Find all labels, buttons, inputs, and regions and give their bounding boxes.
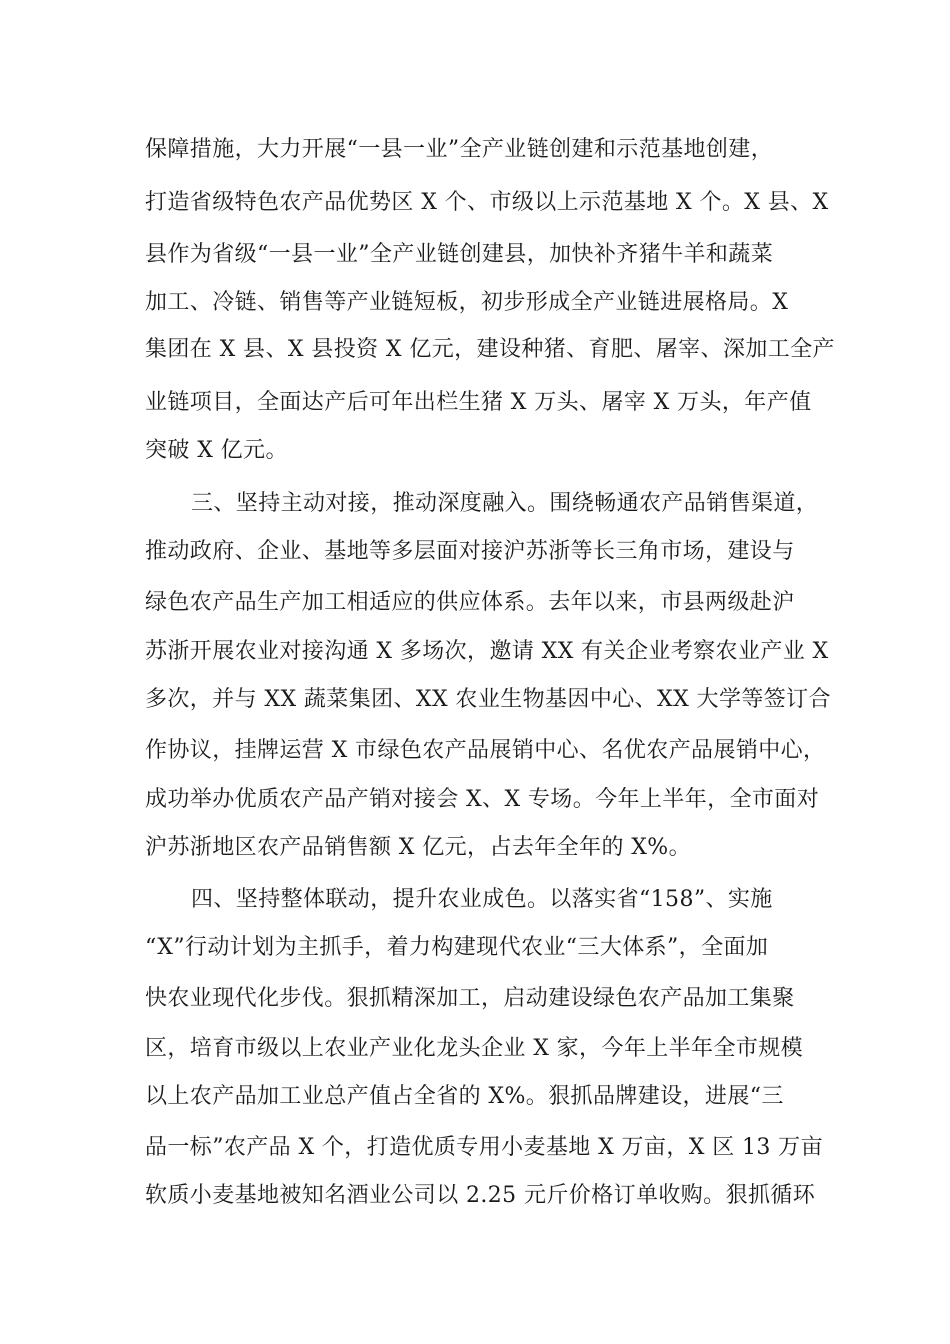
- text-line: 绿色农产品生产加工相适应的供应体系。去年以来，市县两级赴沪: [145, 590, 795, 615]
- text-line: 县作为省级“一县一业”全产业链创建县，加快补齐猪牛羊和蔬菜: [145, 242, 774, 267]
- text-line: 加工、冷链、销售等产业链短板，初步形成全产业链进展格局。X: [145, 290, 789, 315]
- text-line: 快农业现代化步伐。狠抓精深加工，启动建设绿色农产品加工集聚: [145, 986, 795, 1011]
- text-line: 作协议，挂牌运营 X 市绿色农产品展销中心、名优农产品展销中心，: [145, 738, 826, 763]
- text-line: “X”行动计划为主抓手，着力构建现代农业“三大体系”，全面加: [145, 935, 769, 960]
- text-line: 品一标”农产品 X 个，打造优质专用小麦基地 X 万亩，X 区 13 万亩: [145, 1135, 823, 1160]
- paragraph-heading-4: 四、坚持整体联动，提升农业成色。以落实省“158”、实施: [191, 887, 773, 912]
- text-line: 区，培育市级以上农业产业化龙头企业 X 家，今年上半年全市规模: [145, 1036, 804, 1061]
- text-line: 沪苏浙地区农产品销售额 X 亿元，占去年全年的 X%。: [145, 835, 692, 860]
- text-line: 业链项目，全面达产后可年出栏生猪 X 万头、屠宰 X 万头，年产值: [145, 390, 812, 415]
- text-line: 苏浙开展农业对接沟通 X 多场次，邀请 XX 有关企业考察农业产业 X: [145, 639, 829, 664]
- text-line: 成功举办优质农产品产销对接会 X、X 专场。今年上半年，全市面对: [145, 787, 820, 812]
- text-line: 保障措施，大力开展“一县一业”全产业链创建和示范基地创建，: [145, 137, 774, 162]
- text-line: 集团在 X 县、X 县投资 X 亿元，建设种猪、育肥、屠宰、深加工全产: [145, 337, 835, 362]
- text-line: 以上农产品加工业总产值占全省的 X%。狠抓品牌建设，进展“三: [145, 1084, 784, 1109]
- text-line: 打造省级特色农产品优势区 X 个、市级以上示范基地 X 个。X 县、X: [145, 190, 829, 215]
- text-line: 软质小麦基地被知名酒业公司以 2.25 元斤价格订单收购。狠抓循环: [145, 1183, 816, 1208]
- text-line: 多次，并与 XX 蔬菜集团、XX 农业生物基因中心、XX 大学等签订合: [145, 687, 831, 712]
- text-line: 推动政府、企业、基地等多层面对接沪苏浙等长三角市场，建设与: [145, 539, 795, 564]
- text-line: 突破 X 亿元。: [145, 438, 288, 463]
- paragraph-heading-3: 三、坚持主动对接，推动深度融入。围绕畅通农产品销售渠道，: [191, 491, 819, 516]
